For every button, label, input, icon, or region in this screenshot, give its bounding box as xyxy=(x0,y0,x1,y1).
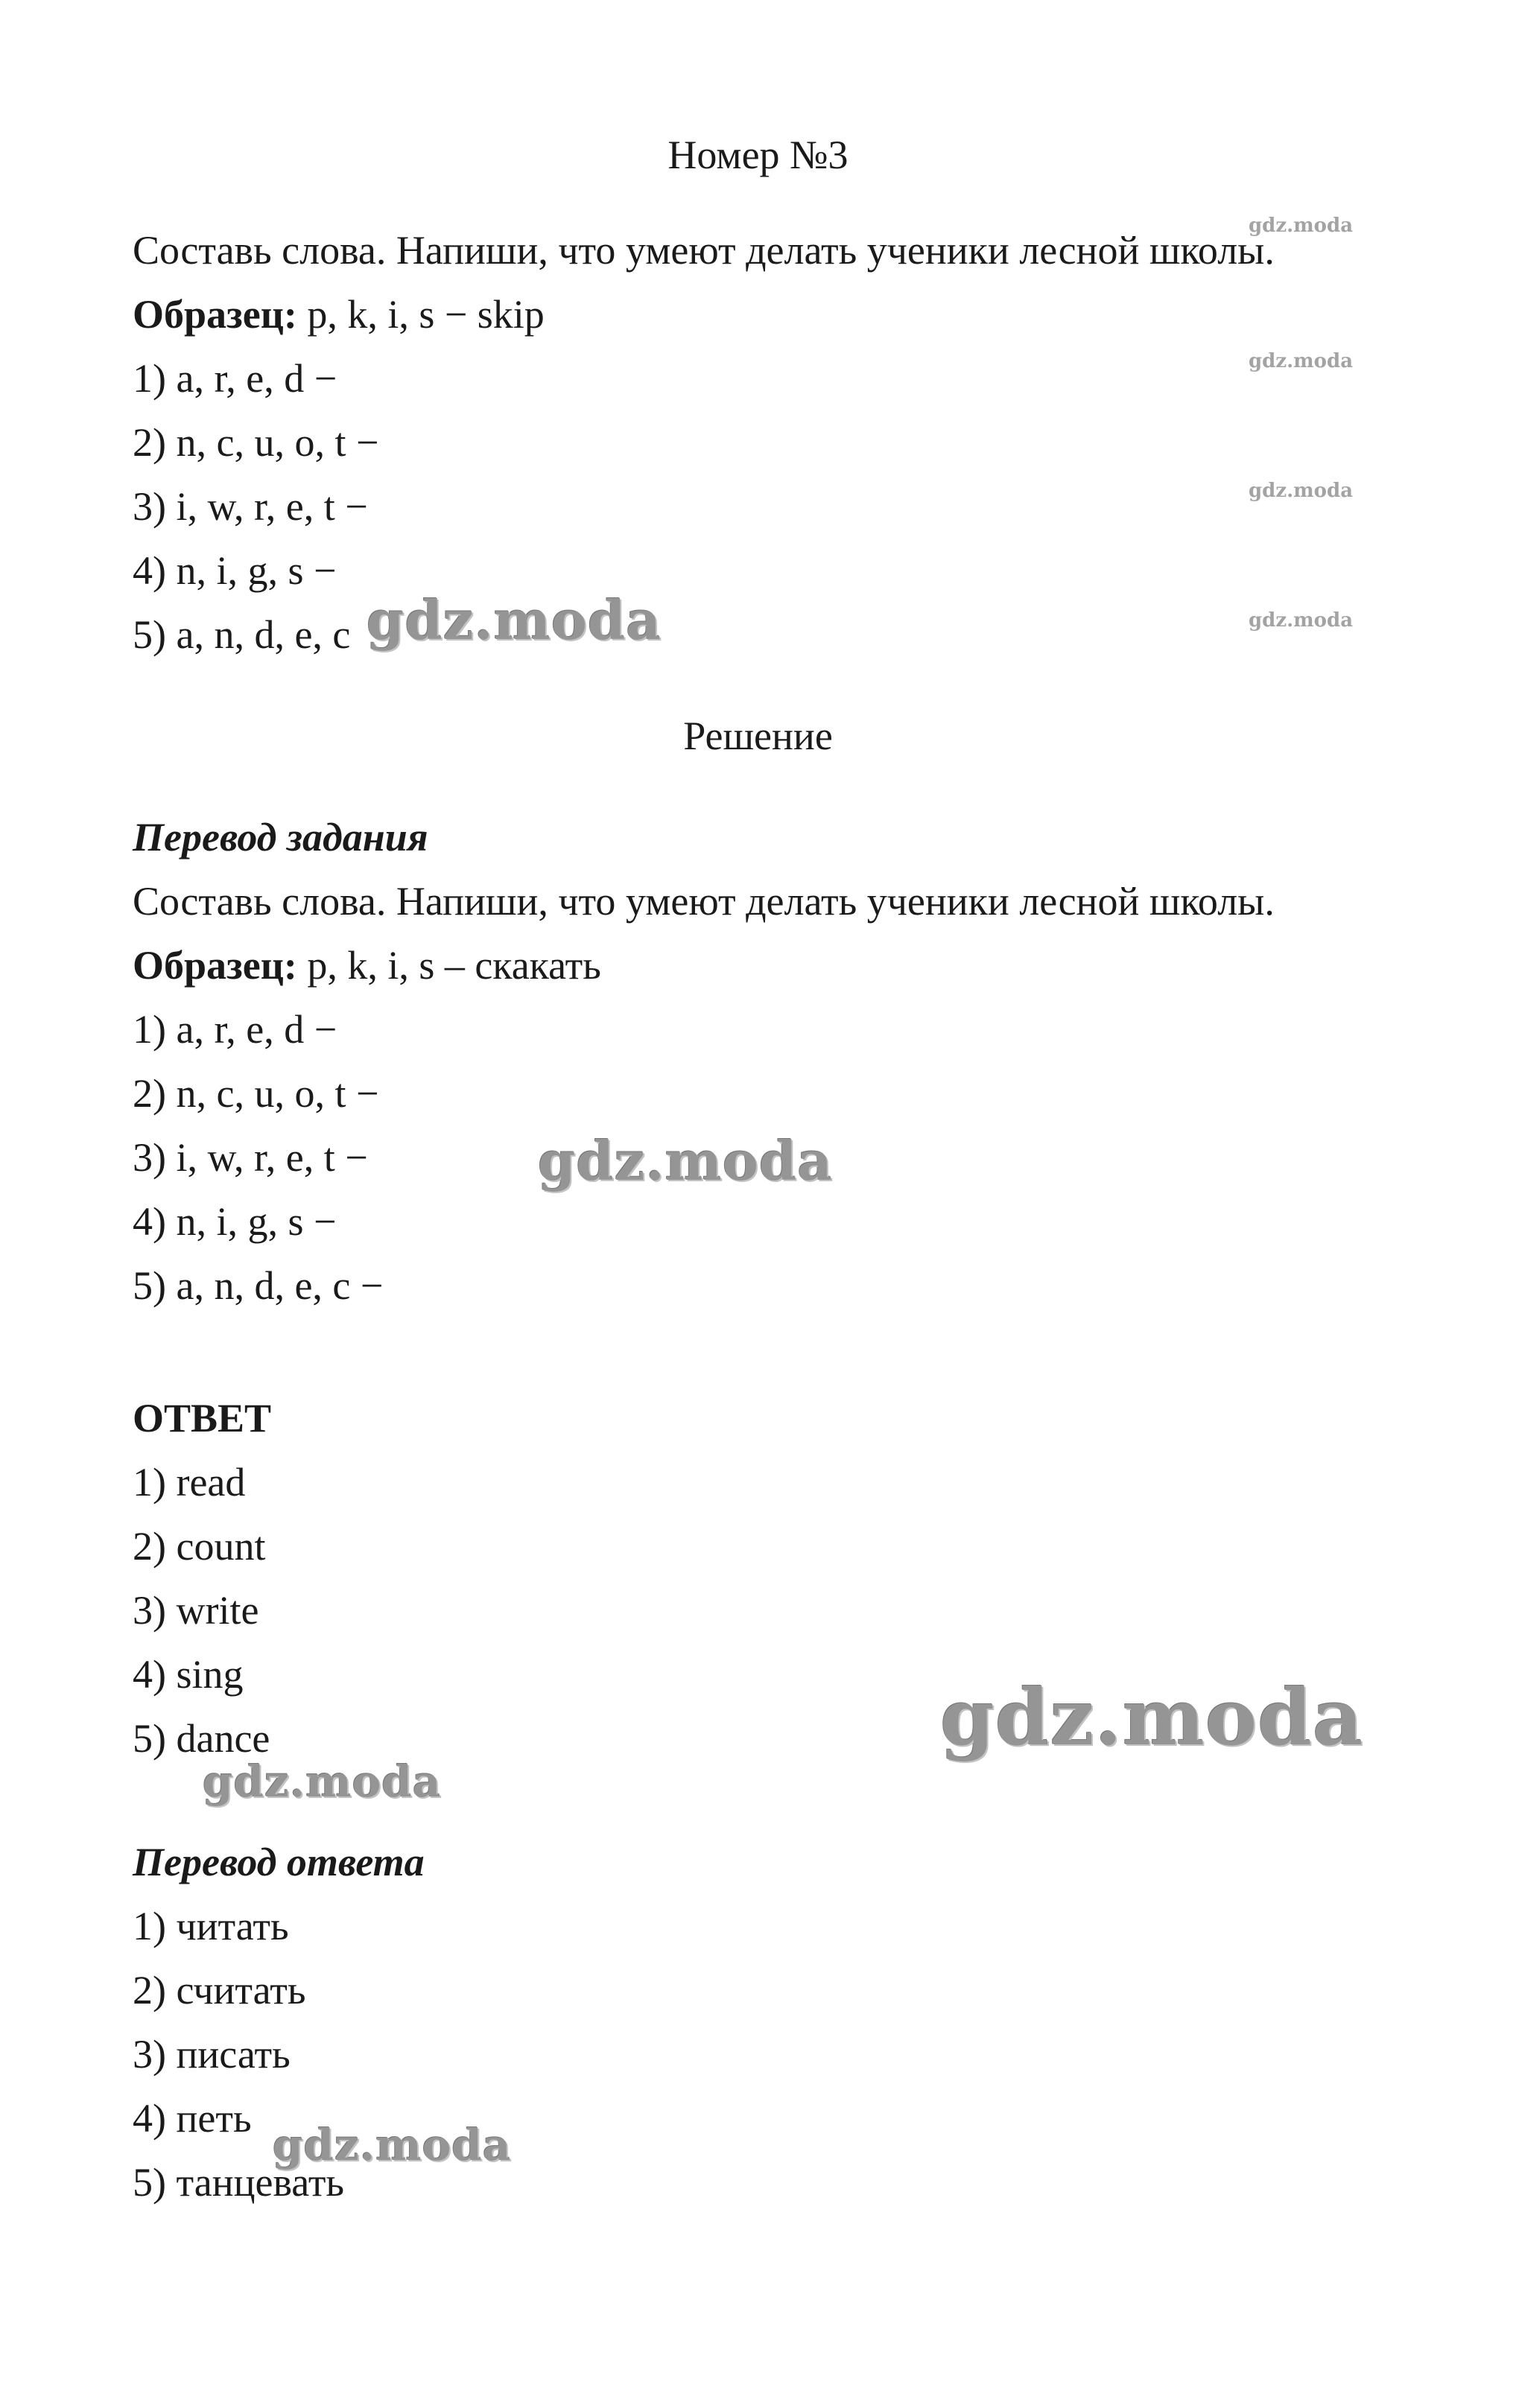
task-item: 3) i, w, r, e, t − xyxy=(133,484,368,529)
answer-item: 5) dance xyxy=(133,1716,270,1761)
watermark: gdz.moda xyxy=(1249,480,1354,502)
answer-item: 3) write xyxy=(133,1588,259,1633)
translation-item: 5) a, n, d, e, c − xyxy=(133,1263,384,1308)
watermark: gdz.moda xyxy=(538,1129,833,1192)
answer-item: 4) sing xyxy=(133,1652,244,1697)
translation-sample xyxy=(133,943,601,988)
answer-translation-item: 3) писать xyxy=(133,2032,291,2077)
translation-sample-text: p, k, i, s – скакать xyxy=(296,943,601,988)
answer-translation-item: 5) танцевать xyxy=(133,2160,345,2205)
answer-item: 2) count xyxy=(133,1524,266,1569)
task-item: 4) n, i, g, s − xyxy=(133,548,337,593)
translation-item: 3) i, w, r, e, t − xyxy=(133,1135,368,1180)
watermark: gdz.moda xyxy=(940,1671,1364,1763)
translation-item: 1) a, r, e, d − xyxy=(133,1007,337,1052)
answer-translation-item: 1) читать xyxy=(133,1904,289,1948)
translation-instruction: Составь слова. Напиши, что умеют делать ученики лесной школы. xyxy=(133,879,1275,924)
translation-heading: Перевод задания xyxy=(133,815,428,860)
translation-item: 2) n, c, u, o, t − xyxy=(133,1071,379,1116)
answer-translation-item: 2) считать xyxy=(133,1968,306,2013)
task-item: 5) a, n, d, e, c xyxy=(133,612,351,657)
task-item: 1) a, r, e, d − xyxy=(133,356,337,401)
translation-sample-label: Образец: xyxy=(133,943,297,988)
answer-translation-heading: Перевод ответа xyxy=(133,1840,425,1884)
translation-item: 4) n, i, g, s − xyxy=(133,1199,337,1244)
watermark: gdz.moda xyxy=(1249,350,1354,372)
task-item: 2) n, c, u, o, t − xyxy=(133,420,379,465)
watermark: gdz.moda xyxy=(273,2120,512,2170)
page-title: Номер №3 xyxy=(667,133,849,177)
watermark: gdz.moda xyxy=(1249,609,1354,632)
answer-item: 1) read xyxy=(133,1460,246,1505)
task-sample-label: Образец: xyxy=(133,292,297,337)
task-sample-text: p, k, i, s − skip xyxy=(296,292,545,337)
watermark: gdz.moda xyxy=(203,1756,442,1807)
answer-translation-item: 4) петь xyxy=(133,2096,252,2141)
task-sample xyxy=(133,292,545,337)
task-instruction: Составь слова. Напиши, что умеют делать ученики лесной школы. xyxy=(133,228,1275,273)
watermark: gdz.moda xyxy=(1249,215,1354,237)
watermark: gdz.moda xyxy=(367,588,662,652)
answer-heading: ОТВЕТ xyxy=(133,1396,272,1440)
solution-heading: Решение xyxy=(683,714,833,758)
